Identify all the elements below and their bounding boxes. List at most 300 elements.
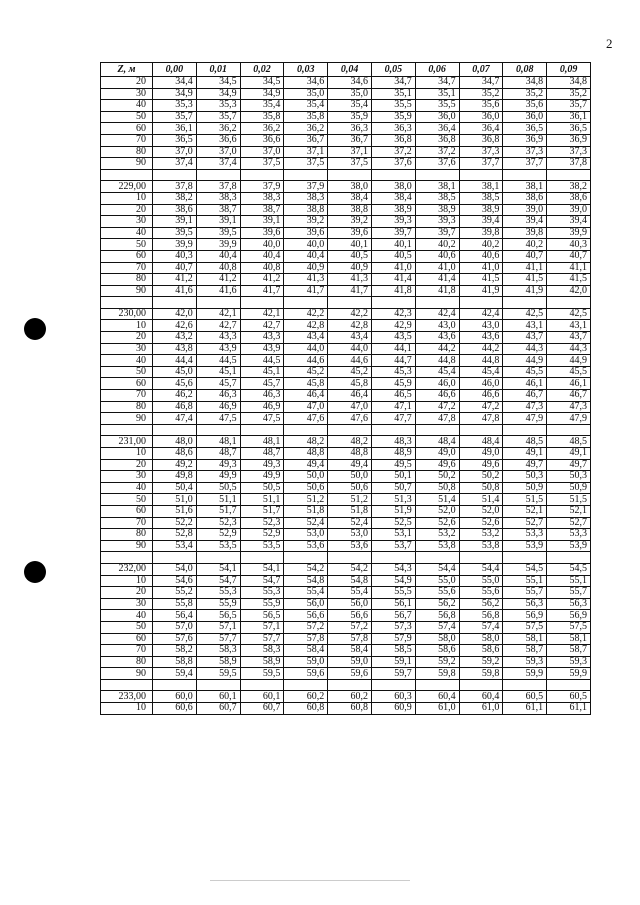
value-cell: 41,2 <box>153 274 197 286</box>
value-cell: 49,0 <box>415 448 459 460</box>
value-cell: 36,5 <box>153 134 197 146</box>
value-cell: 47,5 <box>240 413 284 425</box>
value-cell: 38,8 <box>284 204 328 216</box>
value-cell: 49,6 <box>459 459 503 471</box>
depth-cell: 60 <box>101 123 153 135</box>
value-cell: 40,2 <box>459 239 503 251</box>
value-cell: 41,3 <box>328 274 372 286</box>
value-cell: 55,0 <box>459 575 503 587</box>
depth-cell: 80 <box>101 401 153 413</box>
table-row <box>101 482 591 494</box>
value-cell: 46,2 <box>153 390 197 402</box>
value-cell: 35,5 <box>415 100 459 112</box>
value-cell: 58,2 <box>153 645 197 657</box>
value-cell: 47,8 <box>415 413 459 425</box>
value-cell: 43,1 <box>547 320 591 332</box>
value-cell: 51,1 <box>240 494 284 506</box>
value-cell: 56,0 <box>328 598 372 610</box>
value-cell: 53,5 <box>196 540 240 552</box>
value-cell: 38,5 <box>415 192 459 204</box>
empty-cell <box>284 297 328 309</box>
value-cell: 60,4 <box>459 691 503 703</box>
table-row <box>101 505 591 517</box>
value-cell: 50,9 <box>547 482 591 494</box>
empty-cell <box>547 424 591 436</box>
value-cell: 37,0 <box>240 146 284 158</box>
value-cell: 59,1 <box>371 656 415 668</box>
value-cell: 50,8 <box>415 482 459 494</box>
table-row <box>101 216 591 228</box>
empty-cell <box>240 552 284 564</box>
value-cell: 57,5 <box>547 621 591 633</box>
value-cell: 43,3 <box>240 332 284 344</box>
table-row <box>101 529 591 541</box>
value-cell: 57,4 <box>459 621 503 633</box>
depth-cell: 60 <box>101 250 153 262</box>
value-cell: 56,3 <box>547 598 591 610</box>
table-row <box>101 668 591 680</box>
value-cell: 48,9 <box>371 448 415 460</box>
depth-cell: 80 <box>101 656 153 668</box>
value-cell: 38,6 <box>547 192 591 204</box>
value-cell: 41,6 <box>196 285 240 297</box>
table-row <box>101 575 591 587</box>
value-cell: 39,0 <box>547 204 591 216</box>
value-cell: 57,3 <box>371 621 415 633</box>
value-cell: 58,0 <box>459 633 503 645</box>
value-cell: 35,7 <box>547 100 591 112</box>
value-cell: 35,4 <box>240 100 284 112</box>
table-row <box>101 563 591 575</box>
punch-hole-top <box>24 318 46 340</box>
value-cell: 38,2 <box>153 192 197 204</box>
value-cell: 56,8 <box>459 610 503 622</box>
value-cell: 43,7 <box>503 332 547 344</box>
value-cell: 37,9 <box>240 181 284 193</box>
value-cell: 38,1 <box>503 181 547 193</box>
value-cell: 55,9 <box>240 598 284 610</box>
value-cell: 56,9 <box>547 610 591 622</box>
empty-cell <box>503 679 547 691</box>
value-cell: 36,7 <box>284 134 328 146</box>
value-cell: 43,0 <box>415 320 459 332</box>
value-cell: 49,6 <box>415 459 459 471</box>
value-cell: 51,4 <box>415 494 459 506</box>
value-cell: 48,6 <box>153 448 197 460</box>
value-cell: 47,6 <box>284 413 328 425</box>
value-cell: 54,4 <box>459 563 503 575</box>
empty-cell <box>240 297 284 309</box>
header-col-9: 0,08 <box>503 63 547 77</box>
value-cell: 41,0 <box>371 262 415 274</box>
empty-cell <box>196 169 240 181</box>
value-cell: 44,4 <box>153 355 197 367</box>
empty-cell <box>415 552 459 564</box>
value-cell: 43,0 <box>459 320 503 332</box>
value-cell: 56,5 <box>240 610 284 622</box>
value-cell: 51,6 <box>153 505 197 517</box>
value-cell: 58,6 <box>415 645 459 657</box>
value-cell: 52,4 <box>328 517 372 529</box>
value-cell: 54,8 <box>328 575 372 587</box>
value-cell: 54,7 <box>196 575 240 587</box>
empty-cell <box>101 297 153 309</box>
value-cell: 39,7 <box>415 227 459 239</box>
value-cell: 44,1 <box>371 343 415 355</box>
empty-cell <box>547 552 591 564</box>
value-cell: 44,0 <box>328 343 372 355</box>
value-cell: 51,7 <box>196 505 240 517</box>
value-cell: 35,4 <box>328 100 372 112</box>
value-cell: 60,5 <box>503 691 547 703</box>
depth-cell: 40 <box>101 227 153 239</box>
value-cell: 35,1 <box>415 88 459 100</box>
value-cell: 60,7 <box>240 703 284 715</box>
value-cell: 34,7 <box>371 77 415 89</box>
value-cell: 41,7 <box>284 285 328 297</box>
value-cell: 38,8 <box>328 204 372 216</box>
value-cell: 48,0 <box>153 436 197 448</box>
header-col-2: 0,01 <box>196 63 240 77</box>
value-cell: 37,9 <box>284 181 328 193</box>
table-row <box>101 111 591 123</box>
value-cell: 39,4 <box>547 216 591 228</box>
value-cell: 50,6 <box>328 482 372 494</box>
value-cell: 48,8 <box>328 448 372 460</box>
value-cell: 57,5 <box>503 621 547 633</box>
value-cell: 45,7 <box>240 378 284 390</box>
value-cell: 53,7 <box>371 540 415 552</box>
value-cell: 35,1 <box>371 88 415 100</box>
value-cell: 53,9 <box>503 540 547 552</box>
value-cell: 49,4 <box>328 459 372 471</box>
value-cell: 40,7 <box>503 250 547 262</box>
value-cell: 34,4 <box>153 77 197 89</box>
depth-cell: 20 <box>101 77 153 89</box>
value-cell: 39,1 <box>153 216 197 228</box>
value-cell: 37,4 <box>196 158 240 170</box>
value-cell: 42,1 <box>196 308 240 320</box>
value-cell: 50,1 <box>371 471 415 483</box>
header-col-8: 0,07 <box>459 63 503 77</box>
empty-cell <box>153 297 197 309</box>
value-cell: 49,7 <box>503 459 547 471</box>
spacer-row <box>101 552 591 564</box>
depth-cell: 80 <box>101 529 153 541</box>
value-cell: 55,5 <box>371 587 415 599</box>
depth-cell: 30 <box>101 343 153 355</box>
value-cell: 55,4 <box>328 587 372 599</box>
table-row <box>101 134 591 146</box>
value-cell: 50,9 <box>503 482 547 494</box>
depth-cell: 90 <box>101 158 153 170</box>
value-cell: 46,7 <box>503 390 547 402</box>
value-cell: 56,0 <box>284 598 328 610</box>
value-cell: 43,4 <box>284 332 328 344</box>
value-cell: 41,1 <box>547 262 591 274</box>
value-cell: 34,7 <box>459 77 503 89</box>
value-cell: 51,9 <box>371 505 415 517</box>
value-cell: 57,8 <box>284 633 328 645</box>
scan-artifact-line <box>210 880 410 881</box>
value-cell: 54,3 <box>371 563 415 575</box>
empty-cell <box>503 552 547 564</box>
value-cell: 46,4 <box>328 390 372 402</box>
value-cell: 43,4 <box>328 332 372 344</box>
value-cell: 60,1 <box>196 691 240 703</box>
value-cell: 41,6 <box>153 285 197 297</box>
value-cell: 49,7 <box>547 459 591 471</box>
value-cell: 47,4 <box>153 413 197 425</box>
value-cell: 60,3 <box>371 691 415 703</box>
depth-cell: 50 <box>101 111 153 123</box>
value-cell: 48,3 <box>371 436 415 448</box>
depth-cell: 232,00 <box>101 563 153 575</box>
value-cell: 52,9 <box>196 529 240 541</box>
value-cell: 44,5 <box>196 355 240 367</box>
value-cell: 37,4 <box>153 158 197 170</box>
empty-cell <box>284 552 328 564</box>
table-row <box>101 378 591 390</box>
value-cell: 39,3 <box>371 216 415 228</box>
value-cell: 50,3 <box>503 471 547 483</box>
empty-cell <box>371 169 415 181</box>
value-cell: 57,2 <box>284 621 328 633</box>
depth-cell: 90 <box>101 668 153 680</box>
value-cell: 57,6 <box>153 633 197 645</box>
value-cell: 38,4 <box>371 192 415 204</box>
value-cell: 43,1 <box>503 320 547 332</box>
header-col-10: 0,09 <box>547 63 591 77</box>
value-cell: 39,6 <box>240 227 284 239</box>
value-cell: 55,9 <box>196 598 240 610</box>
value-cell: 55,8 <box>153 598 197 610</box>
value-cell: 52,7 <box>547 517 591 529</box>
value-cell: 56,2 <box>459 598 503 610</box>
value-cell: 39,5 <box>196 227 240 239</box>
value-cell: 51,1 <box>196 494 240 506</box>
value-cell: 34,5 <box>240 77 284 89</box>
value-cell: 42,2 <box>284 308 328 320</box>
value-cell: 42,7 <box>196 320 240 332</box>
depth-cell: 20 <box>101 459 153 471</box>
value-cell: 61,1 <box>503 703 547 715</box>
value-cell: 52,0 <box>459 505 503 517</box>
value-cell: 37,1 <box>284 146 328 158</box>
value-cell: 52,4 <box>284 517 328 529</box>
value-cell: 40,5 <box>328 250 372 262</box>
empty-cell <box>101 552 153 564</box>
value-cell: 45,8 <box>328 378 372 390</box>
table-row <box>101 494 591 506</box>
value-cell: 45,5 <box>547 366 591 378</box>
value-cell: 35,2 <box>459 88 503 100</box>
empty-cell <box>371 424 415 436</box>
value-cell: 34,9 <box>153 88 197 100</box>
value-cell: 36,8 <box>459 134 503 146</box>
value-cell: 51,2 <box>328 494 372 506</box>
value-cell: 35,6 <box>459 100 503 112</box>
value-cell: 35,8 <box>240 111 284 123</box>
value-cell: 44,0 <box>284 343 328 355</box>
value-cell: 55,1 <box>547 575 591 587</box>
value-cell: 54,9 <box>371 575 415 587</box>
value-cell: 44,2 <box>459 343 503 355</box>
depth-cell: 10 <box>101 192 153 204</box>
depth-cell: 30 <box>101 88 153 100</box>
value-cell: 35,7 <box>196 111 240 123</box>
value-cell: 55,3 <box>196 587 240 599</box>
depth-cell: 30 <box>101 216 153 228</box>
value-cell: 38,5 <box>459 192 503 204</box>
value-cell: 48,2 <box>328 436 372 448</box>
value-cell: 51,8 <box>284 505 328 517</box>
value-cell: 49,4 <box>284 459 328 471</box>
depth-cell: 60 <box>101 505 153 517</box>
table-row <box>101 100 591 112</box>
value-cell: 40,3 <box>153 250 197 262</box>
value-cell: 41,0 <box>459 262 503 274</box>
value-cell: 47,6 <box>328 413 372 425</box>
depth-cell: 229,00 <box>101 181 153 193</box>
value-cell: 46,1 <box>547 378 591 390</box>
depth-cell: 70 <box>101 645 153 657</box>
value-cell: 36,3 <box>371 123 415 135</box>
value-cell: 35,0 <box>328 88 372 100</box>
value-cell: 49,8 <box>153 471 197 483</box>
value-cell: 51,5 <box>547 494 591 506</box>
value-cell: 53,3 <box>503 529 547 541</box>
value-cell: 43,6 <box>415 332 459 344</box>
value-cell: 44,3 <box>547 343 591 355</box>
value-cell: 59,8 <box>459 668 503 680</box>
value-cell: 45,4 <box>459 366 503 378</box>
value-cell: 53,6 <box>328 540 372 552</box>
value-cell: 37,7 <box>459 158 503 170</box>
value-cell: 36,0 <box>503 111 547 123</box>
depth-cell: 40 <box>101 355 153 367</box>
value-cell: 40,4 <box>240 250 284 262</box>
value-cell: 42,7 <box>240 320 284 332</box>
value-cell: 53,2 <box>415 529 459 541</box>
value-cell: 50,0 <box>284 471 328 483</box>
empty-cell <box>153 679 197 691</box>
value-cell: 42,5 <box>547 308 591 320</box>
value-cell: 53,0 <box>328 529 372 541</box>
table-row <box>101 239 591 251</box>
value-cell: 44,7 <box>371 355 415 367</box>
value-cell: 52,5 <box>371 517 415 529</box>
empty-cell <box>415 679 459 691</box>
value-cell: 36,7 <box>328 134 372 146</box>
value-cell: 43,5 <box>371 332 415 344</box>
depth-cell: 10 <box>101 448 153 460</box>
depth-cell: 60 <box>101 378 153 390</box>
value-cell: 47,3 <box>547 401 591 413</box>
value-cell: 49,0 <box>459 448 503 460</box>
value-cell: 36,1 <box>153 123 197 135</box>
value-cell: 46,0 <box>459 378 503 390</box>
empty-cell <box>415 424 459 436</box>
value-cell: 58,7 <box>547 645 591 657</box>
value-cell: 44,8 <box>415 355 459 367</box>
value-cell: 39,3 <box>415 216 459 228</box>
empty-cell <box>328 552 372 564</box>
empty-cell <box>196 679 240 691</box>
value-cell: 52,3 <box>196 517 240 529</box>
value-cell: 39,8 <box>503 227 547 239</box>
value-cell: 37,2 <box>371 146 415 158</box>
empty-cell <box>328 424 372 436</box>
value-cell: 43,2 <box>153 332 197 344</box>
depth-cell: 30 <box>101 598 153 610</box>
value-cell: 45,2 <box>284 366 328 378</box>
empty-cell <box>459 424 503 436</box>
value-cell: 35,2 <box>547 88 591 100</box>
table-row <box>101 250 591 262</box>
table-row <box>101 610 591 622</box>
value-cell: 35,3 <box>196 100 240 112</box>
value-cell: 41,4 <box>371 274 415 286</box>
value-cell: 40,9 <box>284 262 328 274</box>
value-cell: 52,7 <box>503 517 547 529</box>
table-row <box>101 77 591 89</box>
value-cell: 46,6 <box>415 390 459 402</box>
empty-cell <box>101 424 153 436</box>
depth-cell: 20 <box>101 204 153 216</box>
spacer-row <box>101 169 591 181</box>
value-cell: 59,8 <box>415 668 459 680</box>
value-cell: 38,6 <box>503 192 547 204</box>
value-cell: 41,8 <box>371 285 415 297</box>
empty-cell <box>240 424 284 436</box>
value-cell: 56,7 <box>371 610 415 622</box>
value-cell: 56,8 <box>415 610 459 622</box>
value-cell: 60,0 <box>153 691 197 703</box>
value-cell: 46,7 <box>547 390 591 402</box>
value-cell: 57,8 <box>328 633 372 645</box>
value-cell: 38,1 <box>415 181 459 193</box>
value-cell: 45,1 <box>240 366 284 378</box>
value-cell: 48,5 <box>503 436 547 448</box>
value-cell: 53,6 <box>284 540 328 552</box>
table-row <box>101 691 591 703</box>
value-cell: 55,7 <box>547 587 591 599</box>
value-cell: 46,1 <box>503 378 547 390</box>
depth-cell: 70 <box>101 134 153 146</box>
value-cell: 45,0 <box>153 366 197 378</box>
value-cell: 53,3 <box>547 529 591 541</box>
empty-cell <box>415 297 459 309</box>
table-row <box>101 390 591 402</box>
header-col-7: 0,06 <box>415 63 459 77</box>
value-cell: 58,1 <box>547 633 591 645</box>
value-cell: 53,4 <box>153 540 197 552</box>
value-cell: 44,9 <box>503 355 547 367</box>
value-cell: 37,8 <box>547 158 591 170</box>
value-cell: 44,6 <box>284 355 328 367</box>
value-cell: 40,4 <box>196 250 240 262</box>
value-cell: 54,8 <box>284 575 328 587</box>
value-cell: 37,0 <box>153 146 197 158</box>
value-cell: 54,6 <box>153 575 197 587</box>
table-row <box>101 459 591 471</box>
value-cell: 51,8 <box>328 505 372 517</box>
empty-cell <box>284 679 328 691</box>
value-cell: 35,2 <box>503 88 547 100</box>
value-cell: 36,2 <box>196 123 240 135</box>
value-cell: 43,3 <box>196 332 240 344</box>
